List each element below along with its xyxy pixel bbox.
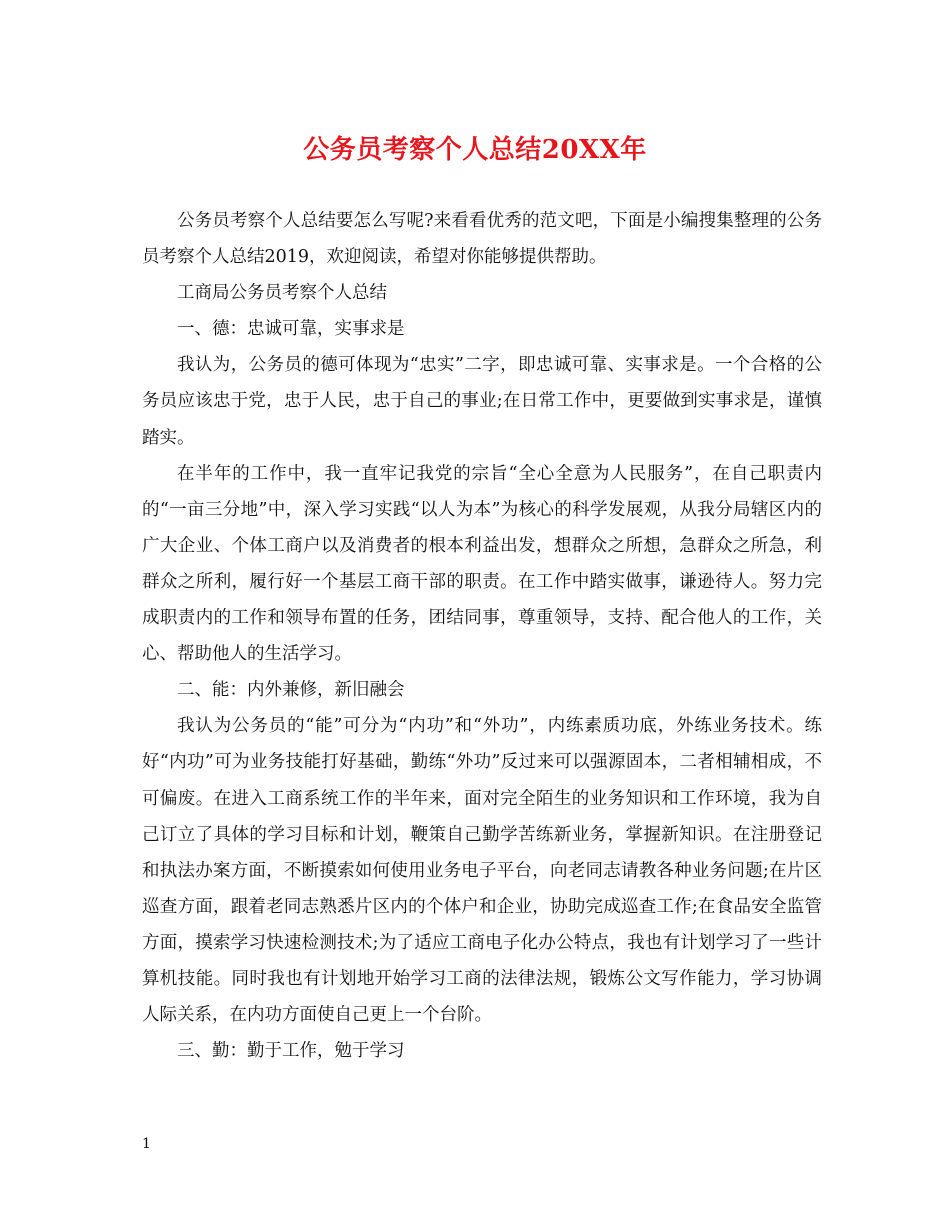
subheading-virtue: 一、德：忠诚可靠，实事求是 [177, 319, 405, 340]
body-paragraph: 我认为，公务员的德可体现为“忠实”二字，即忠诚可靠、实事求是。一个合格的公务员应该忠于党，忠于人民，忠于自己的事业;在日常工作中，更要做到实事求是，谨慎踏实。 [142, 355, 822, 448]
document-title: 公务员考察个人总结20XX年 [303, 135, 647, 165]
page-number: 1 [142, 1136, 151, 1152]
body-paragraph: 在半年的工作中，我一直牢记我党的宗旨“全心全意为人民服务”，在自己职责内的“一亩三分地”中，深入学习实践“以人为本”为核心的科学发展观，从我分局辖区内的广大企业、个体工商户以及消费者的根本利益出发，想群众之所想，急群众之所急，利群众之所利，履行好一个基层工商干部的职责。在工作中踏实做事，谦逊待人。努力完成职责内的工作和领导布置的任务，团结同事，尊重领导，支持、配合他人的工作，关心、帮助他人的生活学习。 [142, 463, 822, 665]
subheading-ability: 二、能：内外兼修，新旧融会 [177, 680, 405, 701]
body-paragraph: 我认为公务员的“能”可分为“内功”和“外功”，内练素质功底，外练业务技术。练好“内功”可为业务技能打好基础，勤练“外功”反过来可以强源固本，二者相辅相成，不可偏废。在进入工商系统工作的半年来，面对完全陌生的业务知识和工作环境，我为自己订立了具体的学习目标和计划，鞭策自己勤学苦练新业务，掌握新知识。在注册登记和执法办案方面，不断摸索如何使用业务电子平台，向老同志请教各种业务问题;在片区巡查方面，跟着老同志熟悉片区内的个体户和企业，协助完成巡查工作;在食品安全监管方面，摸索学习快速检测技术;为了适应工商电子化办公特点，我也有计划学习了一些计算机技能。同时我也有计划地开始学习工商的法律法规，锻炼公文写作能力，学习协调人际关系，在内功方面使自己更上一个台阶。 [142, 716, 822, 1026]
section-heading: 工商局公务员考察个人总结 [177, 283, 387, 304]
subheading-diligence: 三、勤：勤于工作，勉于学习 [177, 1041, 405, 1062]
document-body [142, 203, 822, 1069]
intro-paragraph: 公务员考察个人总结要怎么写呢?来看看优秀的范文吧，下面是小编搜集整理的公务员考察个人总结2019，欢迎阅读，希望对你能够提供帮助。 [142, 211, 822, 268]
